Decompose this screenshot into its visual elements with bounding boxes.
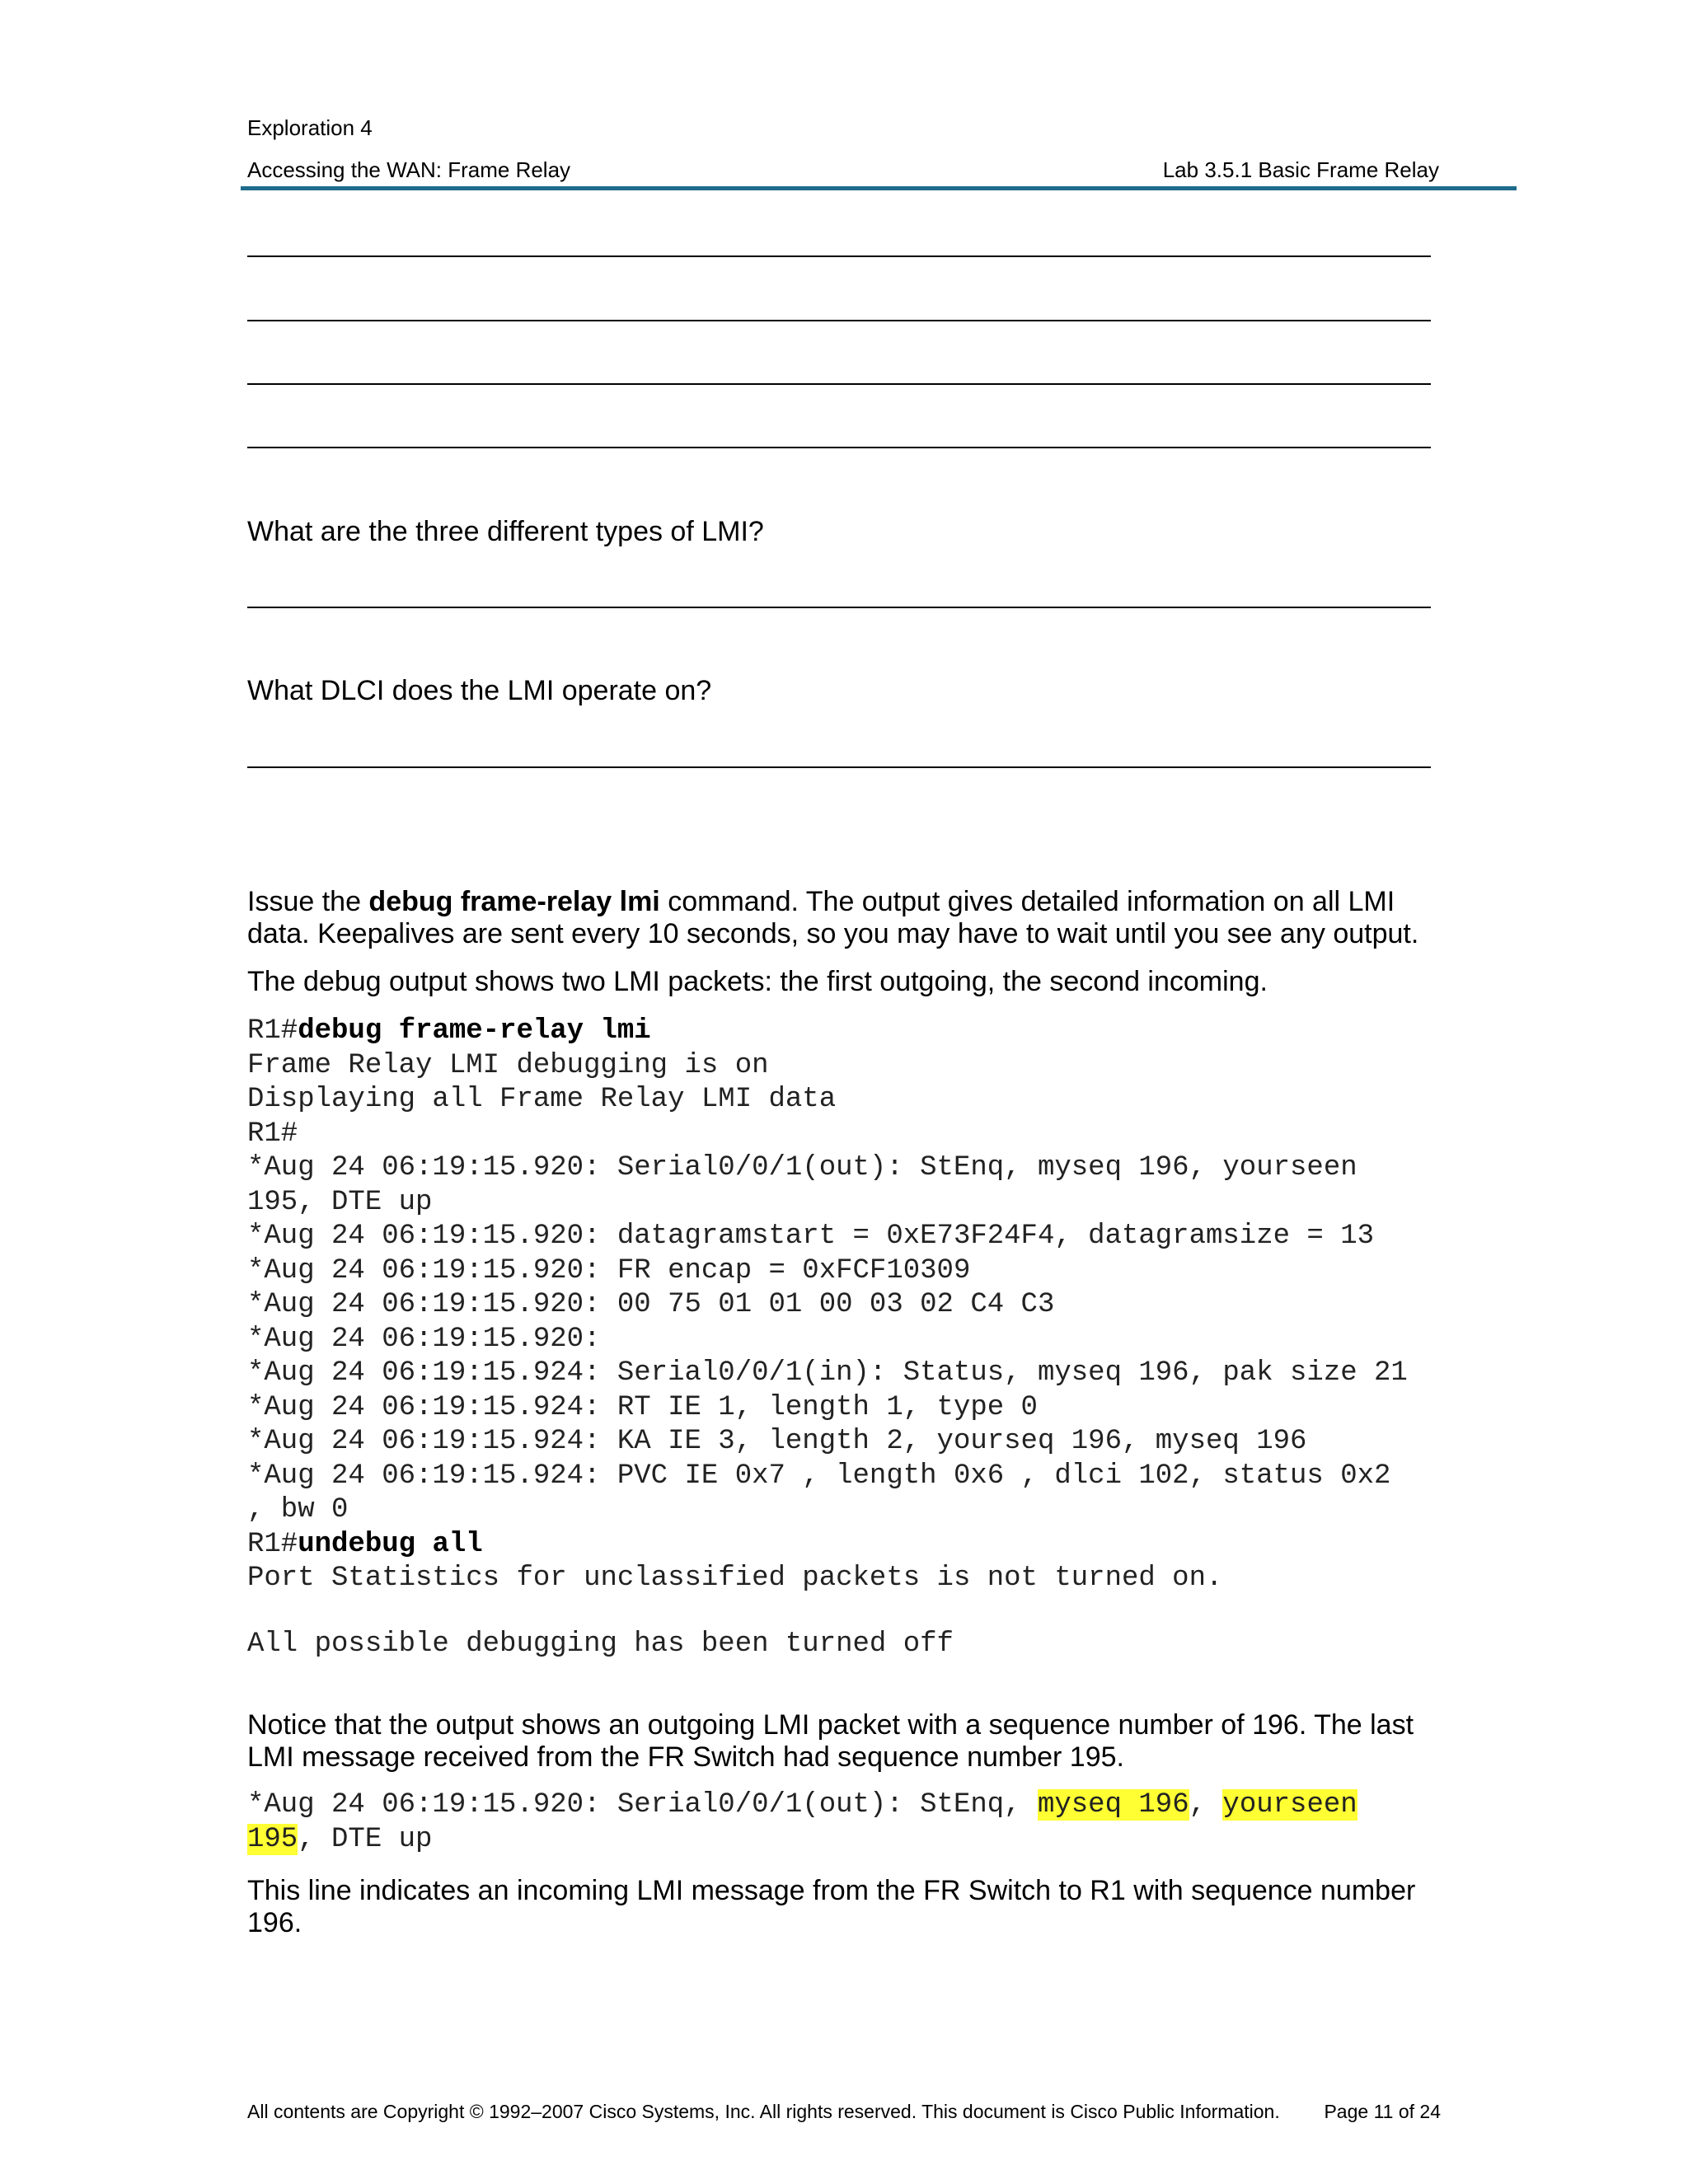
header-course: Exploration 4 bbox=[247, 115, 373, 140]
answer-line bbox=[247, 255, 1431, 257]
code-line: *Aug 24 06:19:15.920: datagramstart = 0xE73F24F4, datagramsize = 13 bbox=[247, 1221, 1375, 1252]
code-line: *Aug 24 06:19:15.920: 00 75 01 01 00 03 02 C4 C3 bbox=[247, 1289, 1055, 1320]
intro-command: debug frame-relay lmi bbox=[368, 886, 660, 917]
code-prompt: R1# bbox=[247, 1528, 298, 1560]
code-line: R1# bbox=[247, 1118, 298, 1150]
code-text: , bbox=[1189, 1789, 1223, 1821]
code-line: Displaying all Frame Relay LMI data bbox=[247, 1084, 837, 1115]
code-line: *Aug 24 06:19:15.924: Serial0/0/1(in): Status, myseq 196, pak size 21 bbox=[247, 1357, 1408, 1389]
closing-paragraph: This line indicates an incoming LMI message from the FR Switch to R1 with sequence number 196. bbox=[247, 1875, 1416, 1938]
example-code-block bbox=[247, 1788, 1357, 1857]
header-lab-title: Lab 3.5.1 Basic Frame Relay bbox=[1162, 157, 1439, 182]
code-line: *Aug 24 06:19:15.920: bbox=[247, 1323, 601, 1355]
answer-line bbox=[247, 383, 1431, 385]
code-line: Port Statistics for unclassified packets is not turned on. bbox=[247, 1563, 1223, 1594]
code-line bbox=[247, 1788, 1357, 1823]
footer-page-number: Page 11 of 24 bbox=[1324, 2101, 1441, 2122]
header-rule bbox=[241, 186, 1517, 190]
footer-copyright: All contents are Copyright © 1992–2007 Cisco Systems, Inc. All rights reserved. This document is Cisco Public Information. bbox=[247, 2101, 1280, 2122]
question-lmi-dlci: What DLCI does the LMI operate on? bbox=[247, 675, 712, 706]
code-line bbox=[247, 1528, 1408, 1563]
debug-output-block bbox=[247, 1015, 1408, 1661]
highlight-yourseen: yourseen bbox=[1222, 1789, 1357, 1821]
header-chapter: Accessing the WAN: Frame Relay bbox=[247, 157, 571, 182]
answer-line bbox=[247, 766, 1431, 768]
answer-line bbox=[247, 607, 1431, 608]
answer-line bbox=[247, 447, 1431, 448]
code-command: debug frame-relay lmi bbox=[298, 1015, 651, 1047]
code-line: *Aug 24 06:19:15.920: Serial0/0/1(out): StEnq, myseq 196, yourseen bbox=[247, 1152, 1357, 1183]
code-line bbox=[247, 1823, 1357, 1858]
code-line: Frame Relay LMI debugging is on bbox=[247, 1049, 769, 1081]
code-text: *Aug 24 06:19:15.920: Serial0/0/1(out): StEnq, bbox=[247, 1789, 1038, 1821]
code-line: *Aug 24 06:19:15.920: FR encap = 0xFCF10309 bbox=[247, 1254, 971, 1286]
highlight-myseq: myseq 196 bbox=[1037, 1789, 1189, 1821]
code-line: *Aug 24 06:19:15.924: KA IE 3, length 2, yourseq 196, myseq 196 bbox=[247, 1426, 1307, 1457]
intro-paragraph bbox=[247, 886, 1442, 950]
code-line: *Aug 24 06:19:15.924: PVC IE 0x7 , length 0x6 , dlci 102, status 0x2 bbox=[247, 1460, 1391, 1492]
code-line: 195, DTE up bbox=[247, 1186, 433, 1218]
question-lmi-types: What are the three different types of LMI? bbox=[247, 516, 764, 547]
code-line: , bw 0 bbox=[247, 1494, 349, 1526]
code-command: undebug all bbox=[298, 1528, 483, 1560]
intro-paragraph-2: The debug output shows two LMI packets: the first outgoing, the second incoming. bbox=[247, 966, 1268, 997]
notice-paragraph: Notice that the output shows an outgoing LMI packet with a sequence number of 196. The last LMI message received from the FR Switch had sequence number 195. bbox=[247, 1709, 1414, 1773]
code-line bbox=[247, 1596, 1408, 1628]
intro-text-post: command. The output gives detailed information on all LMI data. Keepalives are sent every 10 seconds, so you may have to wait until you see any output. bbox=[247, 886, 1419, 949]
answer-line bbox=[247, 320, 1431, 321]
code-line: All possible debugging has been turned off bbox=[247, 1628, 954, 1660]
code-line: *Aug 24 06:19:15.924: RT IE 1, length 1, type 0 bbox=[247, 1391, 1038, 1423]
intro-text-pre: Issue the bbox=[247, 886, 369, 917]
highlight-yourseen-value: 195 bbox=[247, 1823, 298, 1855]
code-text: , DTE up bbox=[298, 1823, 433, 1855]
code-prompt: R1# bbox=[247, 1015, 298, 1047]
code-line bbox=[247, 1015, 1408, 1049]
